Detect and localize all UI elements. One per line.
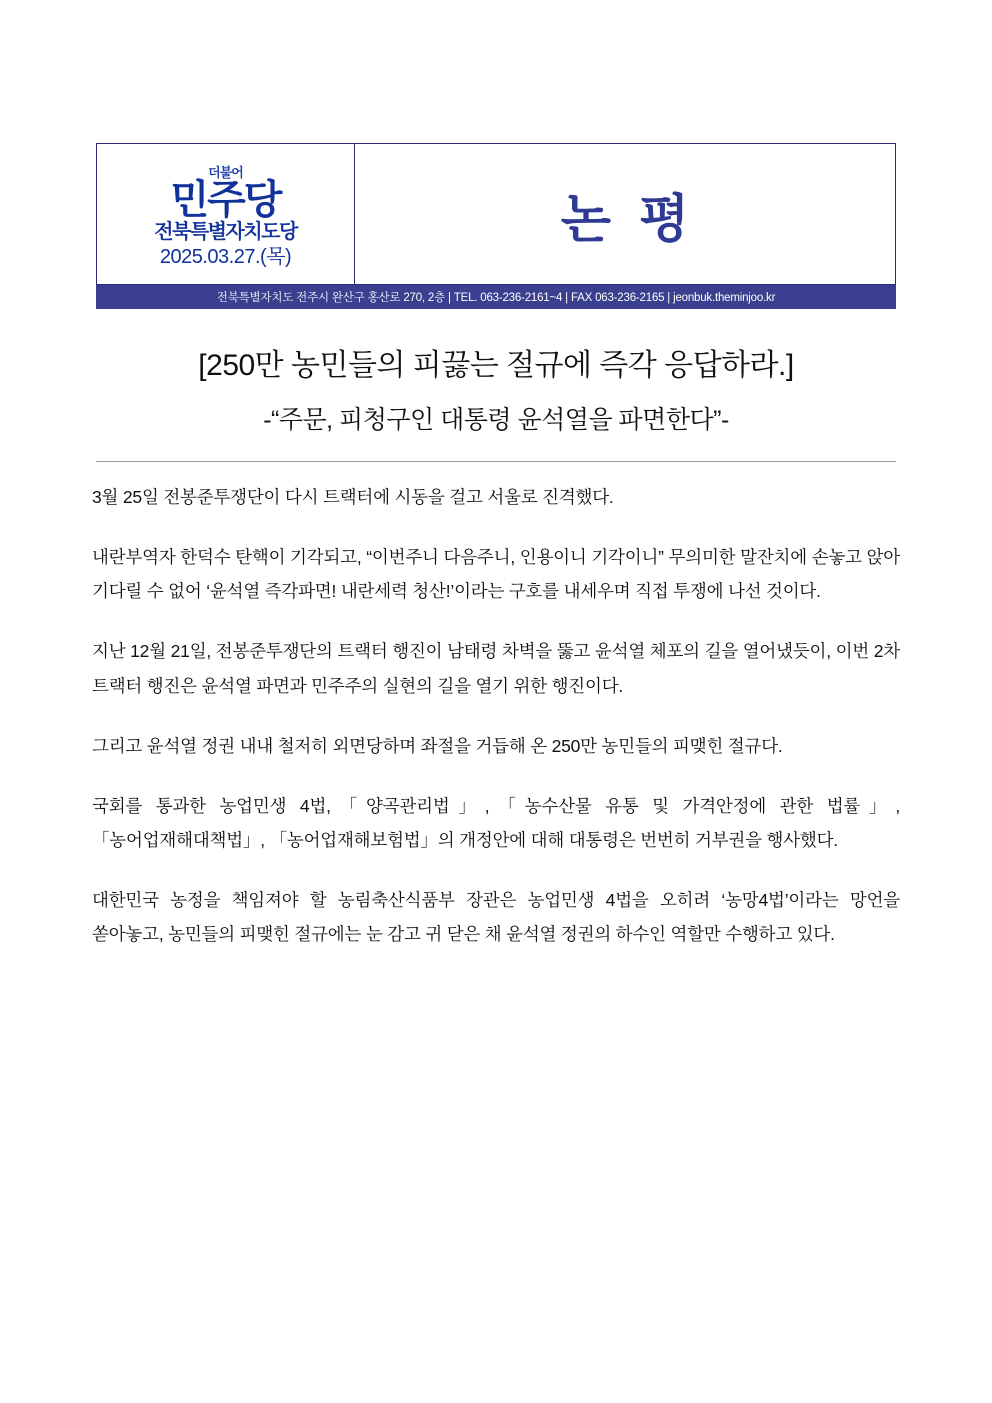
issue-date: 2025.03.27.(목) [159,245,292,268]
page-title: [250만 농민들의 피끓는 절규에 즉각 응답하라.] [198,349,794,382]
paragraph: 그리고 윤석열 정권 내내 철저히 외면당하며 좌절을 거듭해 온 250만 농민들의 피맺힌 절규다. [92,735,783,756]
page-subtitle: -“주문, 피청구인 대통령 윤석열을 파면한다”- [263,406,729,434]
paragraph: 3월 25일 전봉준투쟁단이 다시 트랙터에 시동을 걸고 서울로 진격했다. [92,487,614,507]
paragraph: 지난 12월 21일, 전봉준투쟁단의 트랙터 행진이 남태령 차벽을 뚫고 윤석열 체포의 길을 열어냈듯이, 이번 2차 트랙터 행진은 윤석열 파면과 민주주의 실현의 길을 열기 위한 행진이다. [92,641,900,696]
letterhead [96,143,896,309]
paragraph: 국회를 통과한 농업민생 4법,「양곡관리법」,「농수산물 유통 및 가격안정에 관한 법률」, 「농어업재해대책법」, 「농어업재해보험법」의 개정안에 대해 대통령은 번번히 거부권을 행사했다. [92,795,900,850]
logo-main-text: 민주당 [170,177,281,222]
title-divider [96,461,896,462]
contact-bar: 전북특별자치도 전주시 완산구 홍산로 270, 2층 | TEL. 063-236-2161~4 | FAX 063-236-2165 | jeonbuk.theminjoo.kr [96,285,896,309]
logo-top-text: 더불어 [208,164,243,180]
document-body [92,480,900,977]
logo-sub-text: 전북특별자치도당 [154,220,297,243]
document-type-label: 논평 [560,190,718,249]
letterhead-top [96,143,896,285]
paragraph: 대한민국 농정을 책임져야 할 농림축산식품부 장관은 농업민생 4법을 오히려 ‘농망4법’이라는 망언을 쏟아놓고, 농민들의 피맺힌 절규에는 눈 감고 귀 닫은 채 윤석열 정권의 하수인 역할만 수행하고 있다. [92,890,900,945]
document-type-cell [355,144,895,284]
paragraph: 내란부역자 한덕수 탄핵이 기각되고, “이번주니 다음주니, 인용이니 기각이니” 무의미한 말잔치에 손놓고 앉아 기다릴 수 없어 ‘윤석열 즉각파면! 내란세력 청산!’이라는 구호를 내세우며 직접 투쟁에 나선 것이다. [92,547,900,602]
party-logo [97,144,355,284]
